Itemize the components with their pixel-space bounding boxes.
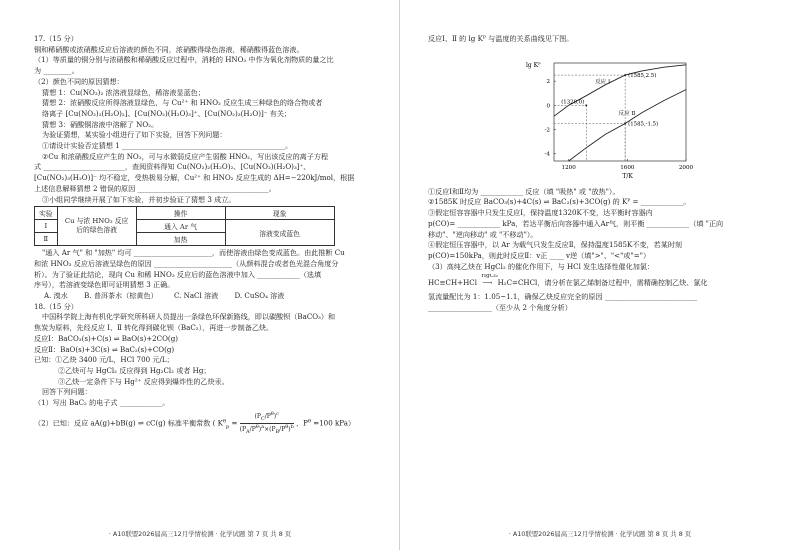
eq-left: HC≡CH+HCl — [428, 278, 477, 288]
q17-intro: 铜和稀硝酸或浓硝酸反应后溶液的颜色不同，浓硝酸得绿色溶液，稀硝酸得蓝色溶液。 — [34, 44, 304, 54]
y-tick-label: -2 — [544, 127, 550, 134]
p8-equation — [428, 274, 778, 292]
annotated-point-2 — [624, 74, 626, 76]
reaction-1: 反应Ⅰ：BaCO₃(s)+C(s) ⇌ BaO(s)+2CO(g) — [34, 333, 178, 343]
table-row-2-id: Ⅱ — [35, 233, 58, 246]
verify-intro: 为验证猜想，某实验小组进行了如下实验，回答下列问题： — [42, 130, 227, 140]
known-1: 已知：①乙炔 3400 元/L，HCl 700 元/L； — [34, 355, 174, 365]
known-3: ③乙炔一定条件下与 Hg²⁺ 反应得到爆炸性的乙炔汞。 — [58, 376, 229, 386]
q18-heading: 18.（15 分） — [34, 301, 78, 311]
series-label-1: 反应 Ⅰ — [595, 79, 611, 86]
page-8-footer: · A10联盟2026届高三12月学情检测 · 化学试题 第 8 页 共 8 页 — [508, 530, 692, 538]
table-header-op: 操作 — [136, 207, 225, 220]
table-row-2-op: 加热 — [136, 233, 225, 246]
y-tick-label: 2 — [546, 78, 550, 85]
page-7-footer: · A10联盟2026届高三12月学情检测 · 化学试题 第 7 页 共 8 页 — [108, 530, 292, 538]
guess-1: 猜想 1：Cu(NO₃)₂ 浓溶液显绿色，稀溶液显蓝色； — [42, 87, 205, 97]
x-axis-label: T/K — [622, 172, 633, 180]
q18-part1: （1）写出 BaC₂ 的电子式 ____________。 — [34, 398, 170, 408]
table-analysis-3: 析）。为了验证此结论，现向 Cu 和稀 HNO₃ 反应后的蓝色溶液中加入 ____________（选填 — [34, 269, 322, 279]
table-analysis-2: 和浓 HNO₃ 反应后溶液呈绿色的原因 ______________________（从颜料混合或者色光混合角度分 — [34, 258, 339, 268]
table-analysis-1: "通入 Ar 气" 和 "加热" 均可 ______________________，而使溶液由绿色变成蓝色。由此推断 Cu — [42, 248, 345, 258]
option-d: D. CuSO₄ 溶液 — [234, 291, 285, 301]
kp-fraction: $\frac{(P_C/P^\theta)^c}{(P_A/P^\theta)^a\times(P_B/P^\theta)^b}$ — [239, 410, 294, 433]
verify-2-b: 式 _______________________，查阅资料得知 Cu(NO₂)₂(H₂O)₂、[Cu(NO₂)(H₂O)₃]⁺、 — [34, 162, 311, 172]
q17-part2: （2）颜色不同的原因猜想： — [34, 76, 124, 86]
annotated-point-3 — [624, 122, 626, 124]
p8-q3: ③假定恒容容器中只发生反应Ⅰ，保持温度1320K不变，达平衡时容器内 — [428, 208, 653, 218]
answer-options — [34, 291, 384, 302]
p8-q4: ④假定恒压容器中，以 Ar 为载气只发生反应Ⅱ，保持温度1585K不变，若某时刻 — [428, 240, 683, 250]
table-observation: 溶液变成蓝色 — [225, 220, 334, 246]
x-tick-label: 1600 — [620, 164, 635, 171]
table-row-1-op: 通入 Ar 气 — [136, 220, 225, 233]
p8-q1: ①反应Ⅰ和Ⅱ均为 ____________ 反应（填 "吸热" 或 "放热"）。 — [428, 186, 620, 196]
verify-2-d: 上述信息解释猜想 2 错误的原因 _____________________________________。 — [34, 183, 276, 193]
guess-2-cont: 络离子 [Cu(NO₂)₂(H₂O)₂]、[Cu(NO₂)(H₂O)₃]⁺、[Cu(NO₂)₃(H₂O)]⁻ 有关； — [42, 108, 292, 118]
q18-part2-text: （2）已知：反应 aA(g)+bB(g) ⇌ cC(g) 标准平衡常数 ( K — [34, 418, 223, 428]
option-a: A. 溴水 — [44, 291, 68, 301]
guess-2: 猜想 2：浓硝酸反应所得溶液显绿色，与 Cu²⁺ 和 HNO₂ 反应生成三种绿色的络合物或者 — [42, 98, 323, 108]
verify-2: ②Cu 和浓硝酸反应产生的 NO₂，可与水微弱反应产生弱酸 HNO₂，写出该反应的离子方程 — [42, 151, 329, 161]
q18-intro-1: 中国科学院上海有机化学研究所科研人员提出一条绿色环保新路线，即以碳酸钡（BaCO₃）和 — [42, 312, 336, 322]
catalyst-label: HgCl₂ — [481, 274, 499, 280]
p8-part3-b: 氢流量配比为 1：1.05~1.1，确保乙炔反应完全的原因 __________________________ — [428, 292, 698, 302]
x-tick-label: 2000 — [678, 164, 694, 171]
guess-3: 猜想 3：硝酸铜溶液中溶解了 NO₂。 — [42, 119, 159, 129]
table-header-exp: 实验 — [35, 207, 58, 220]
x-tick-label: 1200 — [561, 164, 576, 171]
q17-part1: （1）等质量的铜分别与浓硝酸和稀硝酸反应过程中，消耗的 HNO₃ 中作为氧化剂物质的量之比 — [34, 55, 334, 65]
p8-q3-b: p(CO)= ____________ kPa，若达平衡后向容器中通入Ar气，则平衡 ____________（填 "正向 — [428, 218, 724, 228]
series-label-2: 反应 Ⅱ — [618, 110, 636, 117]
catalyst-arrow: HgCl₂ ⟶ — [479, 274, 495, 292]
table-header-obs: 现象 — [225, 207, 334, 220]
annotated-point-1 — [585, 104, 587, 106]
eq-right: H₂C=CHCl，请分析在氯乙烯制备过程中，需精确控制乙炔、氯化 — [497, 278, 708, 288]
p8-q4-b: p(CO)=150kPa，则此时反应Ⅱ：v正 ____ v逆（填">"、"<"或"="） — [428, 250, 651, 260]
verify-3: ③小组同学继续开展了如下实验，并初步验证了猜想 3 成立。 — [42, 194, 236, 204]
y-axis-label: lg Kᴾ — [526, 61, 541, 69]
q17-heading: 17.（15 分） — [34, 34, 78, 43]
p8-q3-c: 移动"、"逆向移动" 或 "不移动"）。 — [428, 229, 538, 239]
p8-part3: （3）高纯乙炔在 HgCl₂ 的催化作用下，与 HCl 发生选择性催化加氯： — [428, 261, 655, 271]
verify-1: ①请设计实验否定猜想 1 ______________________________________________。 — [42, 141, 293, 151]
table-row-1-id: Ⅰ — [35, 220, 58, 233]
reaction-2: 反应Ⅱ：BaO(s)+3C(s) ⇌ BaC₂(s)+CO(g) — [34, 344, 175, 354]
page-8 — [400, 0, 800, 550]
experiment-table — [34, 206, 335, 246]
verify-2-c: [Cu(NO₂)₃(H₂O)]⁻ 均不稳定，受热极易分解，Cu²⁺ 和 HNO₂ 反应生成的 ΔH=−220kJ/mol，根据 — [34, 173, 355, 183]
lgkp-temperature-chart — [508, 49, 698, 181]
q18-part2-eq: = — [231, 418, 238, 428]
p8-q2: ②1585K 时反应 BaCO₃(s)+4C(s) ⇌ BaC₂(s)+3CO(g) 的 Kᴾ = ____________。 — [428, 197, 691, 207]
known-2: ②乙炔可与 HgCl₂ 反应得到 Hg₂Cl₂ 或者 Hg； — [58, 365, 211, 375]
q17-part1-answer: 为 ________。 — [34, 66, 79, 76]
y-tick-label: 0 — [546, 103, 550, 110]
annotation-label-3: (1585,-1.5) — [628, 121, 659, 128]
y-tick-label: -4 — [544, 151, 550, 158]
annotation-label-2: (1585,2.5) — [628, 72, 657, 79]
option-c: C. NaCl 溶液 — [173, 291, 219, 301]
q18-part2-ptheta: ，P — [296, 418, 308, 428]
q18-part2-p0: =100 kPa） — [313, 418, 356, 428]
answer-prompt: 回答下列问题： — [42, 387, 92, 397]
option-b: B. 普洱茶水（棕黄色） — [84, 291, 158, 301]
series-line-1 — [554, 65, 686, 116]
annotation-label-1: (1320,0) — [561, 99, 585, 106]
p8-part3-c: __________________（至少从 2 个角度分析） — [428, 303, 572, 313]
chart-lead: 反应Ⅰ、Ⅱ 的 lg Kᴾ 与温度的关系曲线见下图。 — [428, 34, 574, 43]
q18-intro-2: 焦炭为原料，先经反应 Ⅰ、Ⅱ 转化得到碳化钡（BaC₂），再进一步制备乙炔。 — [34, 323, 274, 333]
table-analysis-4: 序号），若溶液变绿色即可证明猜想 3 正确。 — [34, 280, 175, 290]
table-row-label: Cu 与浓 HNO₃ 反应后的绿色溶液 — [57, 207, 136, 246]
q18-part2: （2）已知：反应 aA(g)+bB(g) ⇌ cC(g) 标准平衡常数 ( $K^\theta_p$ = $\frac{(P_C/P^\theta)^c}{(P_A/P^\theta)^a\times(P_B/P^\theta)^b}$ ，$P^\theta =100$ kPa） — [34, 411, 384, 433]
